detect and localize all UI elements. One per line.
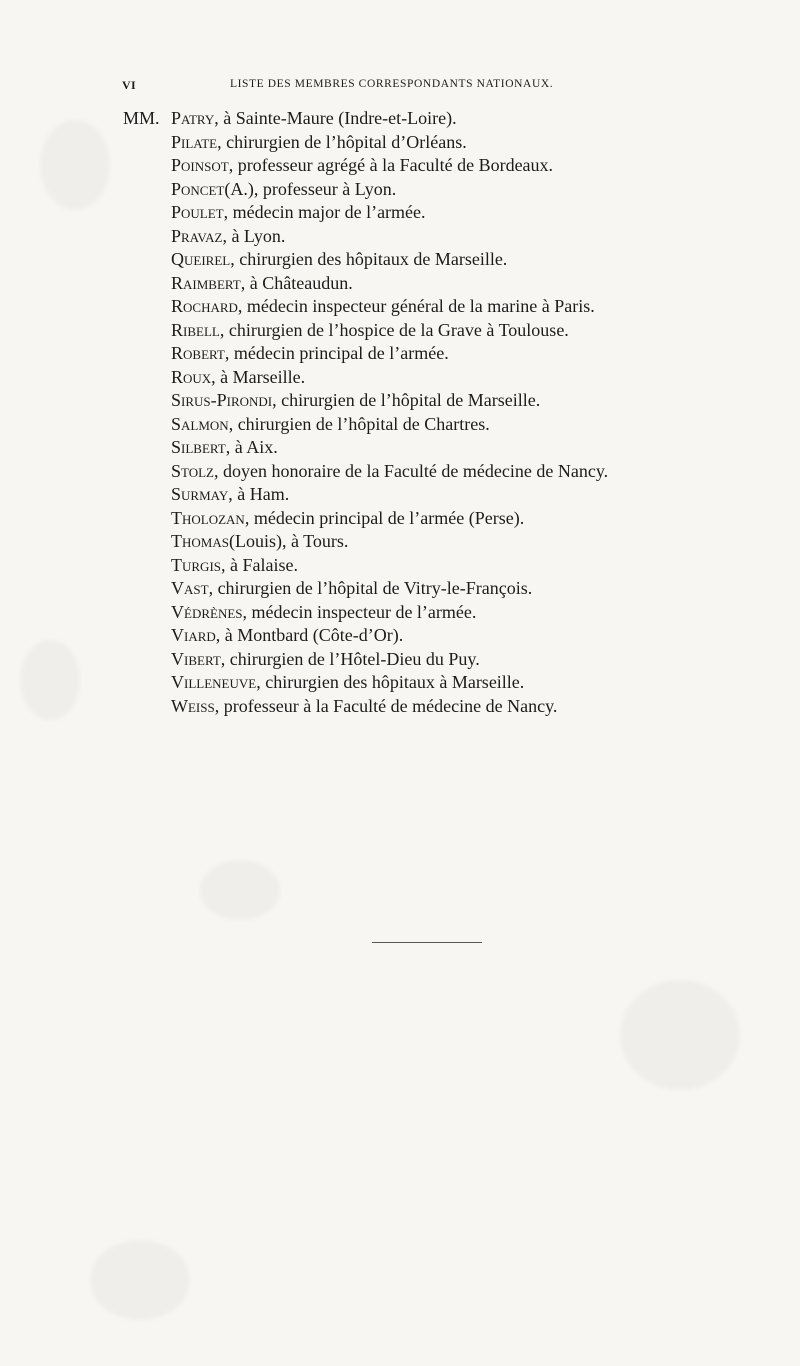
member-details: , médecin inspecteur général de la marine à Paris. (237, 296, 595, 316)
member-surname: Vibert (171, 648, 221, 669)
list-prefix-spacer (123, 225, 171, 249)
list-prefix-spacer (123, 178, 171, 202)
member-details: , chirurgien des hôpitaux de Marseille. (230, 249, 508, 269)
member-surname: Weiss (171, 695, 215, 716)
member-surname: Villeneuve (171, 672, 257, 692)
member-surname: Ribell (171, 319, 220, 340)
list-prefix-spacer (123, 483, 171, 507)
member-entry (123, 695, 713, 719)
member-entry (123, 389, 713, 413)
member-entry (123, 483, 713, 507)
list-prefix-spacer (123, 342, 171, 366)
member-surname: Vast (171, 578, 209, 598)
member-surname: Poncet (171, 178, 225, 199)
member-surname: Robert (171, 343, 225, 363)
member-entry (123, 201, 713, 225)
member-surname: Poulet (171, 202, 224, 222)
member-details: , professeur agrégé à la Faculté de Bordeaux. (228, 155, 554, 175)
member-details: , doyen honoraire de la Faculté de médecine de Nancy. (214, 460, 609, 481)
member-entry (123, 507, 713, 531)
page-header (122, 78, 642, 98)
member-details: , à Montbard (Côte-d’Or). (215, 625, 404, 645)
member-entry (123, 554, 713, 578)
member-details: , chirurgien de l’hospice de la Grave à Toulouse. (219, 319, 569, 340)
list-prefix-spacer (123, 295, 171, 319)
member-details: , médecin inspecteur de l’armée. (242, 601, 477, 622)
paper-speckle (40, 120, 110, 210)
list-prefix-spacer (123, 554, 171, 578)
member-details: , médecin major de l’armée. (223, 202, 426, 222)
member-surname: Tholozan (171, 507, 245, 528)
member-surname: Pilate (171, 131, 218, 152)
member-entry (123, 413, 713, 437)
member-entry (123, 577, 713, 601)
member-entry (123, 436, 713, 460)
member-surname: Salmon (171, 413, 229, 434)
list-prefix-spacer (123, 131, 171, 155)
page-number: VI (122, 78, 136, 92)
member-details: , chirurgien de l’Hôtel-Dieu du Puy. (220, 648, 480, 669)
end-rule (372, 942, 482, 943)
list-prefix-spacer (123, 319, 171, 343)
member-entry (123, 460, 713, 484)
member-details: , à Lyon. (222, 225, 286, 246)
member-details: , professeur à la Faculté de médecine de Nancy. (214, 695, 558, 716)
list-prefix-spacer (123, 507, 171, 531)
member-surname: Viard (171, 625, 216, 645)
list-prefix-spacer (123, 154, 171, 178)
member-entry (123, 107, 713, 131)
member-entry (123, 648, 713, 672)
list-prefix-spacer (123, 248, 171, 272)
list-prefix: MM. (123, 108, 160, 128)
member-entry (123, 319, 713, 343)
member-entry (123, 178, 713, 202)
member-entry (123, 624, 713, 648)
member-surname: Queirel (171, 249, 231, 269)
member-entry (123, 248, 713, 272)
member-details: , chirurgien de l’hôpital d’Orléans. (217, 131, 467, 152)
paper-speckle (620, 980, 740, 1090)
list-prefix-spacer (123, 624, 171, 648)
member-details: , chirurgien des hôpitaux à Marseille. (256, 672, 525, 692)
list-prefix-spacer (123, 413, 171, 437)
member-surname: Sirus-Pirondi (171, 390, 273, 410)
member-details: , à Sainte-Maure (Indre-et-Loire). (214, 108, 457, 128)
member-entry (123, 131, 713, 155)
member-surname: Pravaz (171, 225, 223, 246)
member-details: (Louis), à Tours. (228, 531, 349, 551)
member-details: , à Aix. (225, 437, 278, 457)
member-details: , à Marseille. (211, 366, 306, 387)
paper-speckle (200, 860, 280, 920)
member-entry (123, 671, 713, 695)
list-prefix-spacer (123, 272, 171, 296)
member-details: , à Ham. (228, 484, 290, 504)
list-prefix-spacer (123, 601, 171, 625)
member-surname: Roux (171, 366, 212, 387)
member-details: (A.), professeur à Lyon. (224, 178, 397, 199)
member-details: , médecin principal de l’armée (Perse). (244, 507, 525, 528)
member-surname: Turgis (171, 554, 222, 575)
member-entry (123, 530, 713, 554)
paper-speckle (20, 640, 80, 720)
member-surname: Raimbert (171, 272, 241, 293)
member-entry (123, 601, 713, 625)
member-surname: Thomas (171, 531, 229, 551)
member-details: , chirurgien de l’hôpital de Marseille. (272, 390, 541, 410)
paper-speckle (90, 1240, 190, 1320)
member-details: , à Châteaudun. (240, 272, 353, 293)
member-details: , médecin principal de l’armée. (224, 343, 449, 363)
member-entry (123, 225, 713, 249)
list-prefix-spacer (123, 530, 171, 554)
list-prefix-spacer (123, 460, 171, 484)
running-title: LISTE DES MEMBRES CORRESPONDANTS NATIONAUX. (230, 78, 554, 90)
member-entry (123, 154, 713, 178)
member-details: , chirurgien de l’hôpital de Vitry-le-François. (208, 578, 533, 598)
member-entry (123, 342, 713, 366)
list-prefix-spacer (123, 577, 171, 601)
member-surname: Poinsot (171, 155, 229, 175)
member-entry (123, 295, 713, 319)
list-prefix-spacer (123, 201, 171, 225)
member-surname: Rochard (171, 296, 238, 316)
member-surname: Stolz (171, 460, 214, 481)
member-details: , chirurgien de l’hôpital de Chartres. (228, 413, 490, 434)
list-prefix-spacer (123, 389, 171, 413)
member-surname: Védrènes (171, 601, 243, 622)
list-prefix-spacer (123, 695, 171, 719)
list-prefix-spacer (123, 648, 171, 672)
list-prefix-spacer (123, 366, 171, 390)
member-surname: Patry (171, 108, 215, 128)
member-surname: Silbert (171, 437, 226, 457)
member-details: , à Falaise. (221, 554, 298, 575)
member-entry (123, 366, 713, 390)
list-prefix-spacer (123, 436, 171, 460)
list-prefix-spacer (123, 671, 171, 695)
member-entry (123, 272, 713, 296)
member-list (123, 107, 713, 718)
member-surname: Surmay (171, 484, 229, 504)
